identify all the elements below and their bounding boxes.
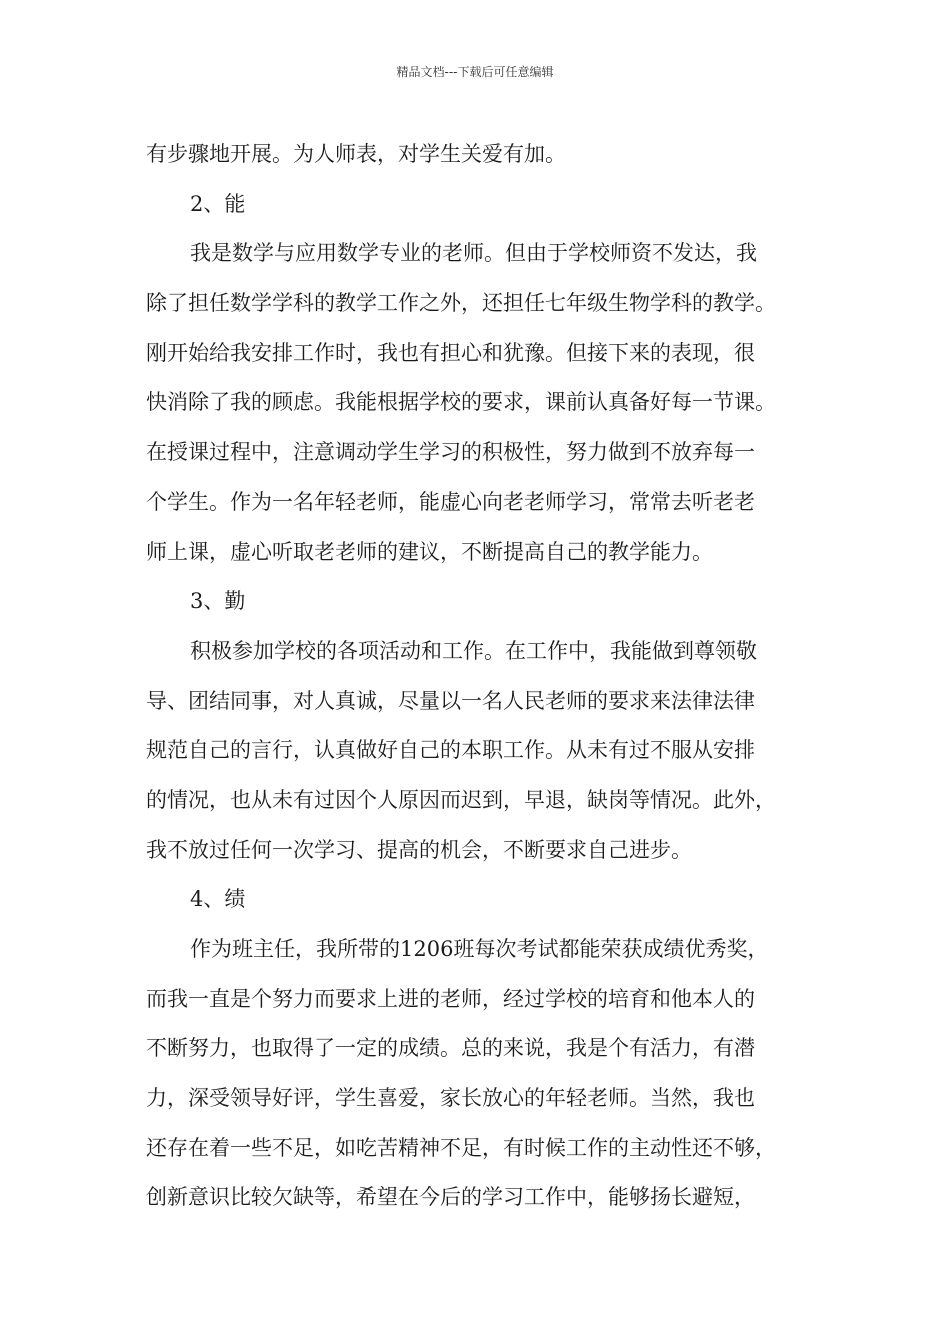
text-line: 我不放过任何一次学习、提高的机会，不断要求自己进步。 xyxy=(146,837,692,862)
text-line: 刚开始给我安排工作时，我也有担心和犹豫。但接下来的表现，很 xyxy=(146,340,755,365)
text-line: 作为班主任，我所带的1206班每次考试都能荣获成绩优秀奖， xyxy=(190,937,769,961)
text-line: 个学生。作为一名年轻老师，能虚心向老老师学习，常常去听老老 xyxy=(146,489,755,514)
text-line: 3、勤 xyxy=(190,589,246,614)
text-line: 的情况，也从未有过因个人原因而迟到，早退，缺岗等情况。此外， xyxy=(146,787,776,812)
text-line: 创新意识比较欠缺等，希望在今后的学习工作中，能够扬长避短， xyxy=(146,1185,755,1210)
text-line: 除了担任数学学科的教学工作之外，还担任七年级生物学科的教学。 xyxy=(146,291,776,316)
text-line: 积极参加学校的各项活动和工作。在工作中，我能做到尊领敬 xyxy=(190,638,757,663)
text-line: 4、绩 xyxy=(190,887,246,912)
text-line: 还存在着一些不足，如吃苦精神不足，有时候工作的主动性还不够， xyxy=(146,1135,776,1160)
text-line: 力，深受领导好评，学生喜爱，家长放心的年轻老师。当然，我也 xyxy=(146,1086,755,1111)
text-line: 在授课过程中，注意调动学生学习的积极性，努力做到不放弃每一 xyxy=(146,440,755,465)
text-line: 而我一直是个努力而要求上进的老师，经过学校的培育和他本人的 xyxy=(146,986,755,1011)
text-line: 规范自己的言行，认真做好自己的本职工作。从未有过不服从安排 xyxy=(146,738,755,763)
text-line: 导、团结同事，对人真诚，尽量以一名人民老师的要求来法律法律 xyxy=(146,688,755,713)
text-line: 有步骤地开展。为人师表，对学生关爱有加。 xyxy=(146,142,566,166)
text-line: 2、能 xyxy=(190,191,246,216)
text-line: 快消除了我的顾虑。我能根据学校的要求，课前认真备好每一节课。 xyxy=(146,390,776,415)
page-header: 精品文档---下载后可任意编辑 xyxy=(396,65,554,79)
text-line: 我是数学与应用数学专业的老师。但由于学校师资不发达，我 xyxy=(190,241,757,266)
text-line: 师上课，虚心听取老老师的建议，不断提高自己的教学能力。 xyxy=(146,539,713,564)
text-line: 不断努力，也取得了一定的成绩。总的来说，我是个有活力，有潜 xyxy=(146,1036,755,1061)
document-body xyxy=(146,130,826,1223)
